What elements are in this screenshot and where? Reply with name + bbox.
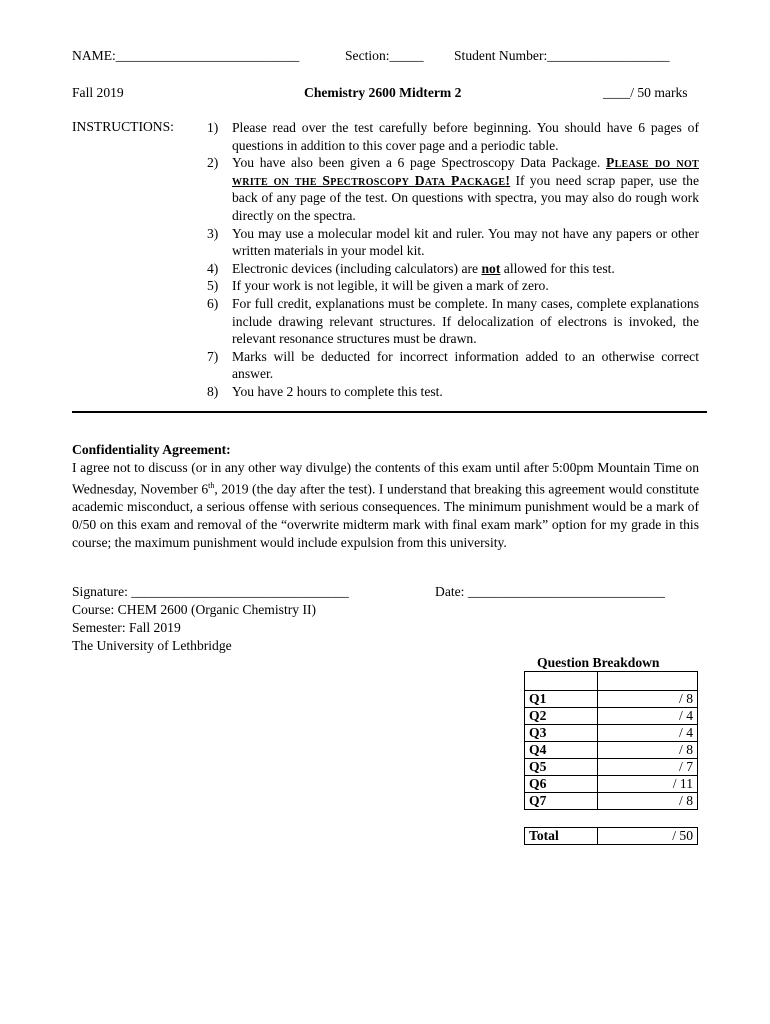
table-cell xyxy=(525,672,598,691)
name-field[interactable]: NAME:___________________________ xyxy=(72,48,300,63)
question-label: Q2 xyxy=(525,708,598,725)
table-row xyxy=(525,776,698,793)
instruction-text: You have also been given a 6 page Spectroscopy Data Package. xyxy=(232,155,601,171)
ordinal-suffix: th xyxy=(208,480,215,490)
signature-field[interactable]: Signature: ________________________________ xyxy=(72,584,349,599)
instruction-number: 5) xyxy=(207,278,219,294)
question-marks[interactable]: / 4 xyxy=(598,708,698,725)
table-row xyxy=(525,672,698,691)
question-marks[interactable]: / 8 xyxy=(598,742,698,759)
confidentiality-text-part: , 2019 (the day after the test). I understand that breaking this agreement would constitute academic misconduct, a serious offense with serious consequences. The minimum punishment would be a mark of 0/50 on this exam and removal of the “overwrite midterm mark with final exam mark” option for my grade in this course; the maximum punishment would include expulsion from this university. xyxy=(72,481,699,550)
total-label: Total xyxy=(525,828,598,845)
exam-title: Chemistry 2600 Midterm 2 xyxy=(304,85,462,100)
date-field[interactable]: Date: _____________________________ xyxy=(435,584,665,599)
confidentiality-text xyxy=(72,459,699,552)
question-label: Q3 xyxy=(525,725,598,742)
instruction-text: If you need scrap paper, use the back of any page of the test. On questions with spectra, you may also do rough work directly on the spectra. xyxy=(232,172,699,223)
instructions-label: INSTRUCTIONS: xyxy=(72,119,174,134)
total-marks-field[interactable]: ____/ 50 marks xyxy=(603,85,688,100)
instruction-emphasis: not xyxy=(481,260,501,276)
instruction-text: allowed for this test. xyxy=(503,260,615,276)
question-marks[interactable]: / 8 xyxy=(598,691,698,708)
semester-label: Semester: Fall 2019 xyxy=(72,620,181,635)
table-row xyxy=(525,708,698,725)
table-row xyxy=(525,742,698,759)
table-row xyxy=(525,691,698,708)
instruction-number: 7) xyxy=(207,348,219,364)
student-number-field[interactable]: Student Number:__________________ xyxy=(454,48,670,63)
table-row xyxy=(525,725,698,742)
instruction-number: 1) xyxy=(207,120,219,135)
question-marks[interactable]: / 7 xyxy=(598,759,698,776)
confidentiality-text-part: I agree not to discuss (or in any other way divulge) the contents of this exam until after 5:00pm Mountain Time on Wednesday, November 6 xyxy=(72,459,699,497)
section-field[interactable]: Section:_____ xyxy=(345,48,424,63)
instruction-item xyxy=(207,154,699,224)
question-label: Q6 xyxy=(525,776,598,793)
instruction-item xyxy=(207,383,699,401)
instruction-item xyxy=(207,295,699,348)
instruction-text: You have 2 hours to complete this test. xyxy=(232,383,443,399)
question-label: Q7 xyxy=(525,793,598,810)
table-cell xyxy=(598,672,698,691)
instruction-number: 2) xyxy=(207,155,219,171)
instruction-item xyxy=(207,277,699,295)
table-spacer-row xyxy=(525,810,698,828)
section-divider xyxy=(72,411,707,413)
question-marks[interactable]: / 4 xyxy=(598,725,698,742)
table-cell xyxy=(598,810,698,828)
instruction-number: 6) xyxy=(207,295,219,311)
table-cell xyxy=(525,810,598,828)
total-marks[interactable]: / 50 xyxy=(598,828,698,845)
instruction-text: For full credit, explanations must be complete. In many cases, complete explanations include drawing relevant structures. If delocalization of electrons is invoked, the relevant resonance structures must be drawn. xyxy=(232,295,699,347)
question-marks[interactable]: / 8 xyxy=(598,793,698,810)
table-row xyxy=(525,828,698,845)
instructions-list xyxy=(207,119,699,401)
instruction-item xyxy=(207,260,699,278)
instruction-item xyxy=(207,225,699,260)
course-label: Course: CHEM 2600 (Organic Chemistry II) xyxy=(72,602,317,617)
instruction-text: Marks will be deducted for incorrect information added to an otherwise correct answer. xyxy=(232,348,699,382)
question-label: Q1 xyxy=(525,691,598,708)
table-row xyxy=(525,793,698,810)
instruction-text: Electronic devices (including calculators) are xyxy=(232,260,479,276)
instruction-item xyxy=(207,119,699,154)
confidentiality-section xyxy=(72,441,699,551)
question-marks[interactable]: / 11 xyxy=(598,776,698,793)
instruction-number: 8) xyxy=(207,383,219,399)
instruction-text: Please read over the test carefully before beginning. You should have 6 pages of questions in addition to this cover page and a periodic table. xyxy=(232,120,699,153)
instruction-text: If your work is not legible, it will be given a mark of zero. xyxy=(232,278,549,294)
breakdown-title: Question Breakdown xyxy=(537,655,660,670)
university-label: The University of Lethbridge xyxy=(72,638,232,653)
table-row xyxy=(525,759,698,776)
confidentiality-heading: Confidentiality Agreement: xyxy=(72,442,231,457)
instruction-text: You may use a molecular model kit and ruler. You may not have any papers or other written materials in your model kit. xyxy=(232,225,699,259)
instruction-number: 4) xyxy=(207,260,219,276)
question-label: Q5 xyxy=(525,759,598,776)
instruction-item xyxy=(207,348,699,383)
instruction-emphasis: Please do not write on the Spectroscopy Data Package! xyxy=(232,155,699,188)
question-breakdown-table xyxy=(524,671,698,845)
term-label: Fall 2019 xyxy=(72,85,124,100)
instruction-number: 3) xyxy=(207,225,219,241)
question-label: Q4 xyxy=(525,742,598,759)
